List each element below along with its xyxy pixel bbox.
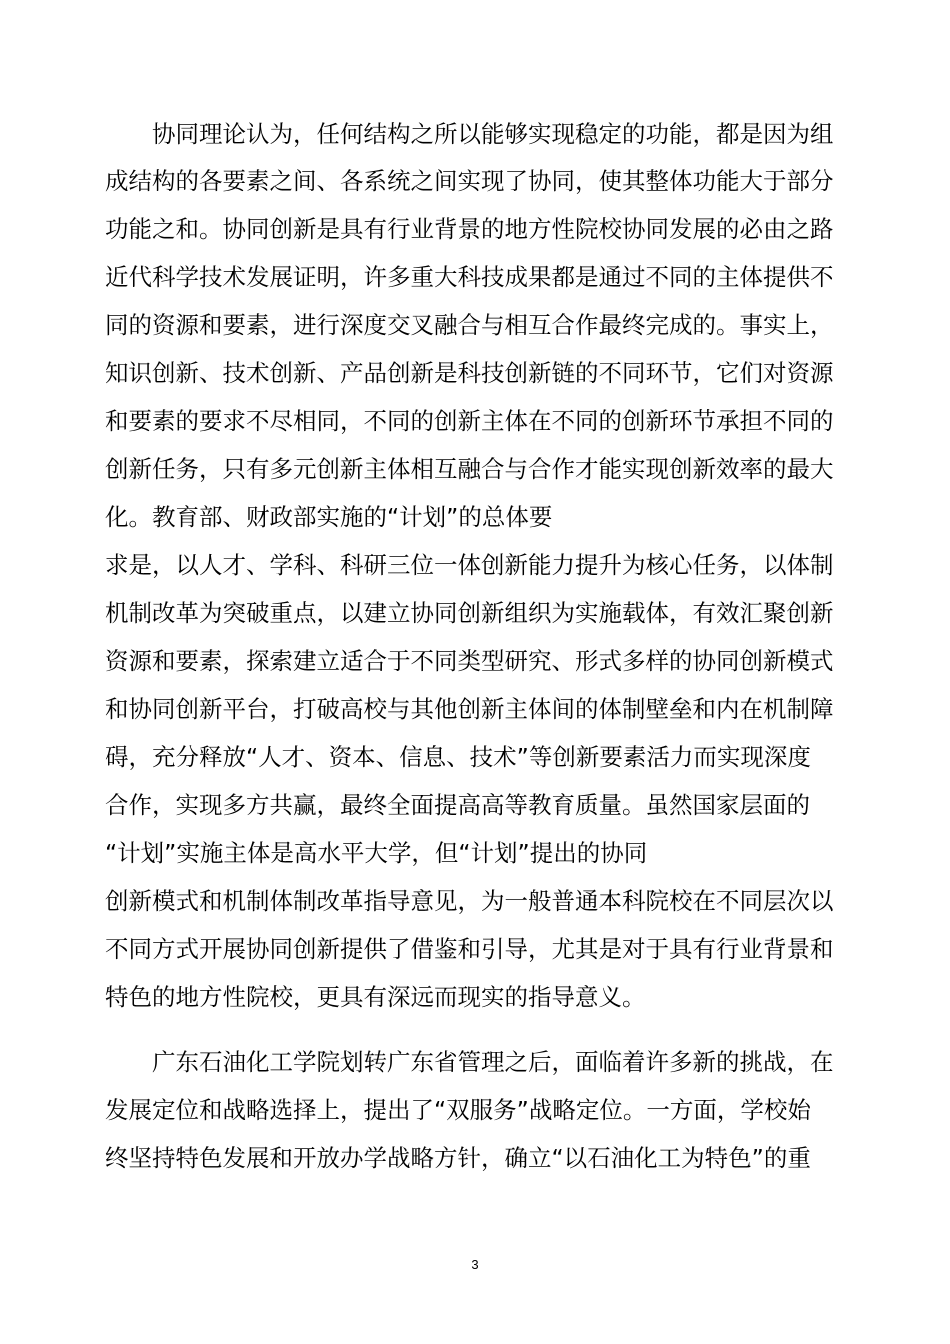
text-line: 协同理论认为，任何结构之所以能够实现稳定的功能，都是因为组: [152, 120, 834, 148]
text-line: 和协同创新平台，打破高校与其他创新主体间的体制壁垒和内在机制障: [105, 695, 834, 723]
text-line: 机制改革为突破重点，以建立协同创新组织为实施载体，有效汇聚创新: [105, 599, 834, 627]
text-line: 资源和要素，探索建立适合于不同类型研究、形式多样的协同创新模式: [105, 647, 834, 675]
text-line: 创新模式和机制体制改革指导意见，为一般普通本科院校在不同层次以: [105, 887, 834, 915]
text-line: 碍，充分释放“人才、资本、信息、技术”等创新要素活力而实现深度: [105, 743, 811, 771]
text-line: 广东石油化工学院划转广东省管理之后，面临着许多新的挑战，在: [152, 1048, 834, 1076]
text-line: 求是，以人才、学科、科研三位一体创新能力提升为核心任务，以体制: [105, 551, 834, 579]
text-line: 同的资源和要素，进行深度交叉融合与相互合作最终完成的。事实上，: [105, 311, 834, 339]
text-line: “计划”实施主体是高水平大学，但“计划”提出的协同: [105, 839, 648, 867]
text-line: 知识创新、技术创新、产品创新是科技创新链的不同环节，它们对资源: [105, 359, 834, 387]
text-line: 发展定位和战略选择上，提出了“双服务”战略定位。一方面，学校始: [105, 1096, 811, 1124]
text-line: 成结构的各要素之间、各系统之间实现了协同，使其整体功能大于部分: [105, 167, 834, 195]
text-line: 不同方式开展协同创新提供了借鉴和引导，尤其是对于具有行业背景和: [105, 935, 834, 963]
text-line: 合作，实现多方共赢，最终全面提高高等教育质量。虽然国家层面的: [105, 791, 810, 819]
text-line: 终坚持特色发展和开放办学战略方针，确立“以石油化工为特色”的重: [105, 1144, 811, 1172]
text-line: 功能之和。协同创新是具有行业背景的地方性院校协同发展的必由之路: [105, 215, 834, 243]
text-line: 创新任务，只有多元创新主体相互融合与合作才能实现创新效率的最大: [105, 455, 834, 483]
text-line: 近代科学技术发展证明，许多重大科技成果都是通过不同的主体提供不: [105, 263, 834, 291]
text-line: 特色的地方性院校，更具有深远而现实的指导意义。: [105, 983, 646, 1011]
text-line: 化。教育部、财政部实施的“计划”的总体要: [105, 503, 553, 531]
text-line: 和要素的要求不尽相同，不同的创新主体在不同的创新环节承担不同的: [105, 407, 834, 435]
page-number: 3: [471, 1257, 479, 1272]
